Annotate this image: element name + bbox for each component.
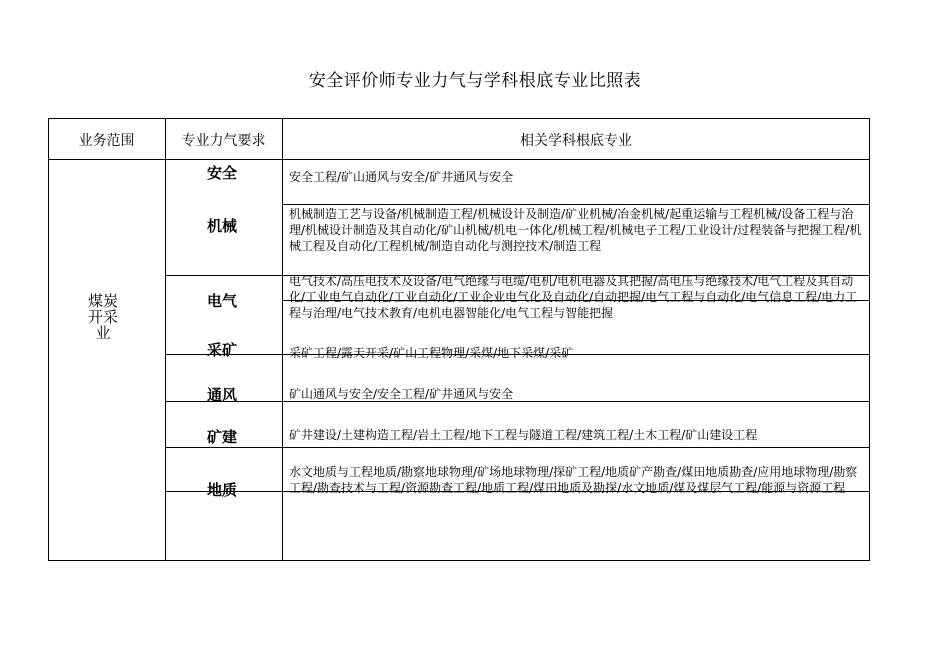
table-border-bottom [48, 560, 870, 561]
majors-electrical: 电气技术/高压电技术及设备/电气绝缘与电缆/电机/电机电器及其把握/高电压与绝缘技术/电气工程及其自动化/工业电气自动化/工业自动化/工业企业电气化及自动化/自动把握/电气工程与自动化/电气信息工程/电力工程与治理/电气技术教育/电机电器智能化/电气工程与智能把握 [289, 274, 858, 320]
header-related-majors: 相关学科根底专业 [520, 133, 632, 149]
category-electrical: 电气 [207, 292, 238, 310]
majors-mechanical: 机械制造工艺与设备/机械制造工程/机械设计及制造/矿业机械/冶金机械/起重运输与工程机械/设备工程与治理/机械设计制造及其自动化/矿山机械/机电一体化/机械工程/机械电子工程/工业设计/过程装备与把握工程/机械工程及自动化/工程机械/制造自动化与测控技术/制造工程 [289, 207, 862, 253]
majors-ventilation: 矿山通风与安全/安全工程/矿井通风与安全 [289, 387, 514, 401]
category-safety: 安全 [207, 164, 238, 182]
category-geology: 地质 [207, 481, 238, 499]
row-divider-partial [282, 204, 870, 205]
category-ventilation: 通风 [207, 386, 238, 404]
comparison-table [48, 118, 870, 561]
category-mechanical: 机械 [207, 217, 238, 235]
business-scope-cell: 煤炭开采业 [88, 292, 119, 342]
category-mine-construction: 矿建 [207, 428, 238, 446]
table-border-top [48, 118, 870, 119]
header-competency: 专业力气要求 [181, 133, 266, 149]
majors-geology: 水文地质与工程地质/勘察地球物理/矿场地球物理/探矿工程/地质矿产勘查/煤田地质勘查/应用地球物理/勘察工程/勘查技术与工程/资源勘查工程/地质工程/煤田地质及勘探/水文地质/煤及煤层气工程/能源与资源工程 [289, 465, 858, 495]
category-mining: 采矿 [207, 341, 238, 359]
column-divider-1 [165, 118, 166, 561]
majors-safety: 安全工程/矿山通风与安全/矿井通风与安全 [289, 170, 514, 184]
header-bottom-line [48, 159, 870, 160]
column-divider-2 [282, 118, 283, 561]
table-border-right [869, 118, 870, 561]
table-border-left [48, 118, 49, 561]
page-title: 安全评价师专业力气与学科根底专业比照表 [308, 71, 642, 91]
header-business-scope: 业务范围 [78, 133, 135, 149]
row-divider [165, 447, 870, 448]
majors-mine-construction: 矿井建设/土建构造工程/岩土工程/地下工程与隧道工程/建筑工程/土木工程/矿山建设工程 [289, 428, 758, 442]
majors-mining: 采矿工程/露天开采/矿山工程物理/采煤/地下采煤/采矿 [289, 346, 574, 360]
